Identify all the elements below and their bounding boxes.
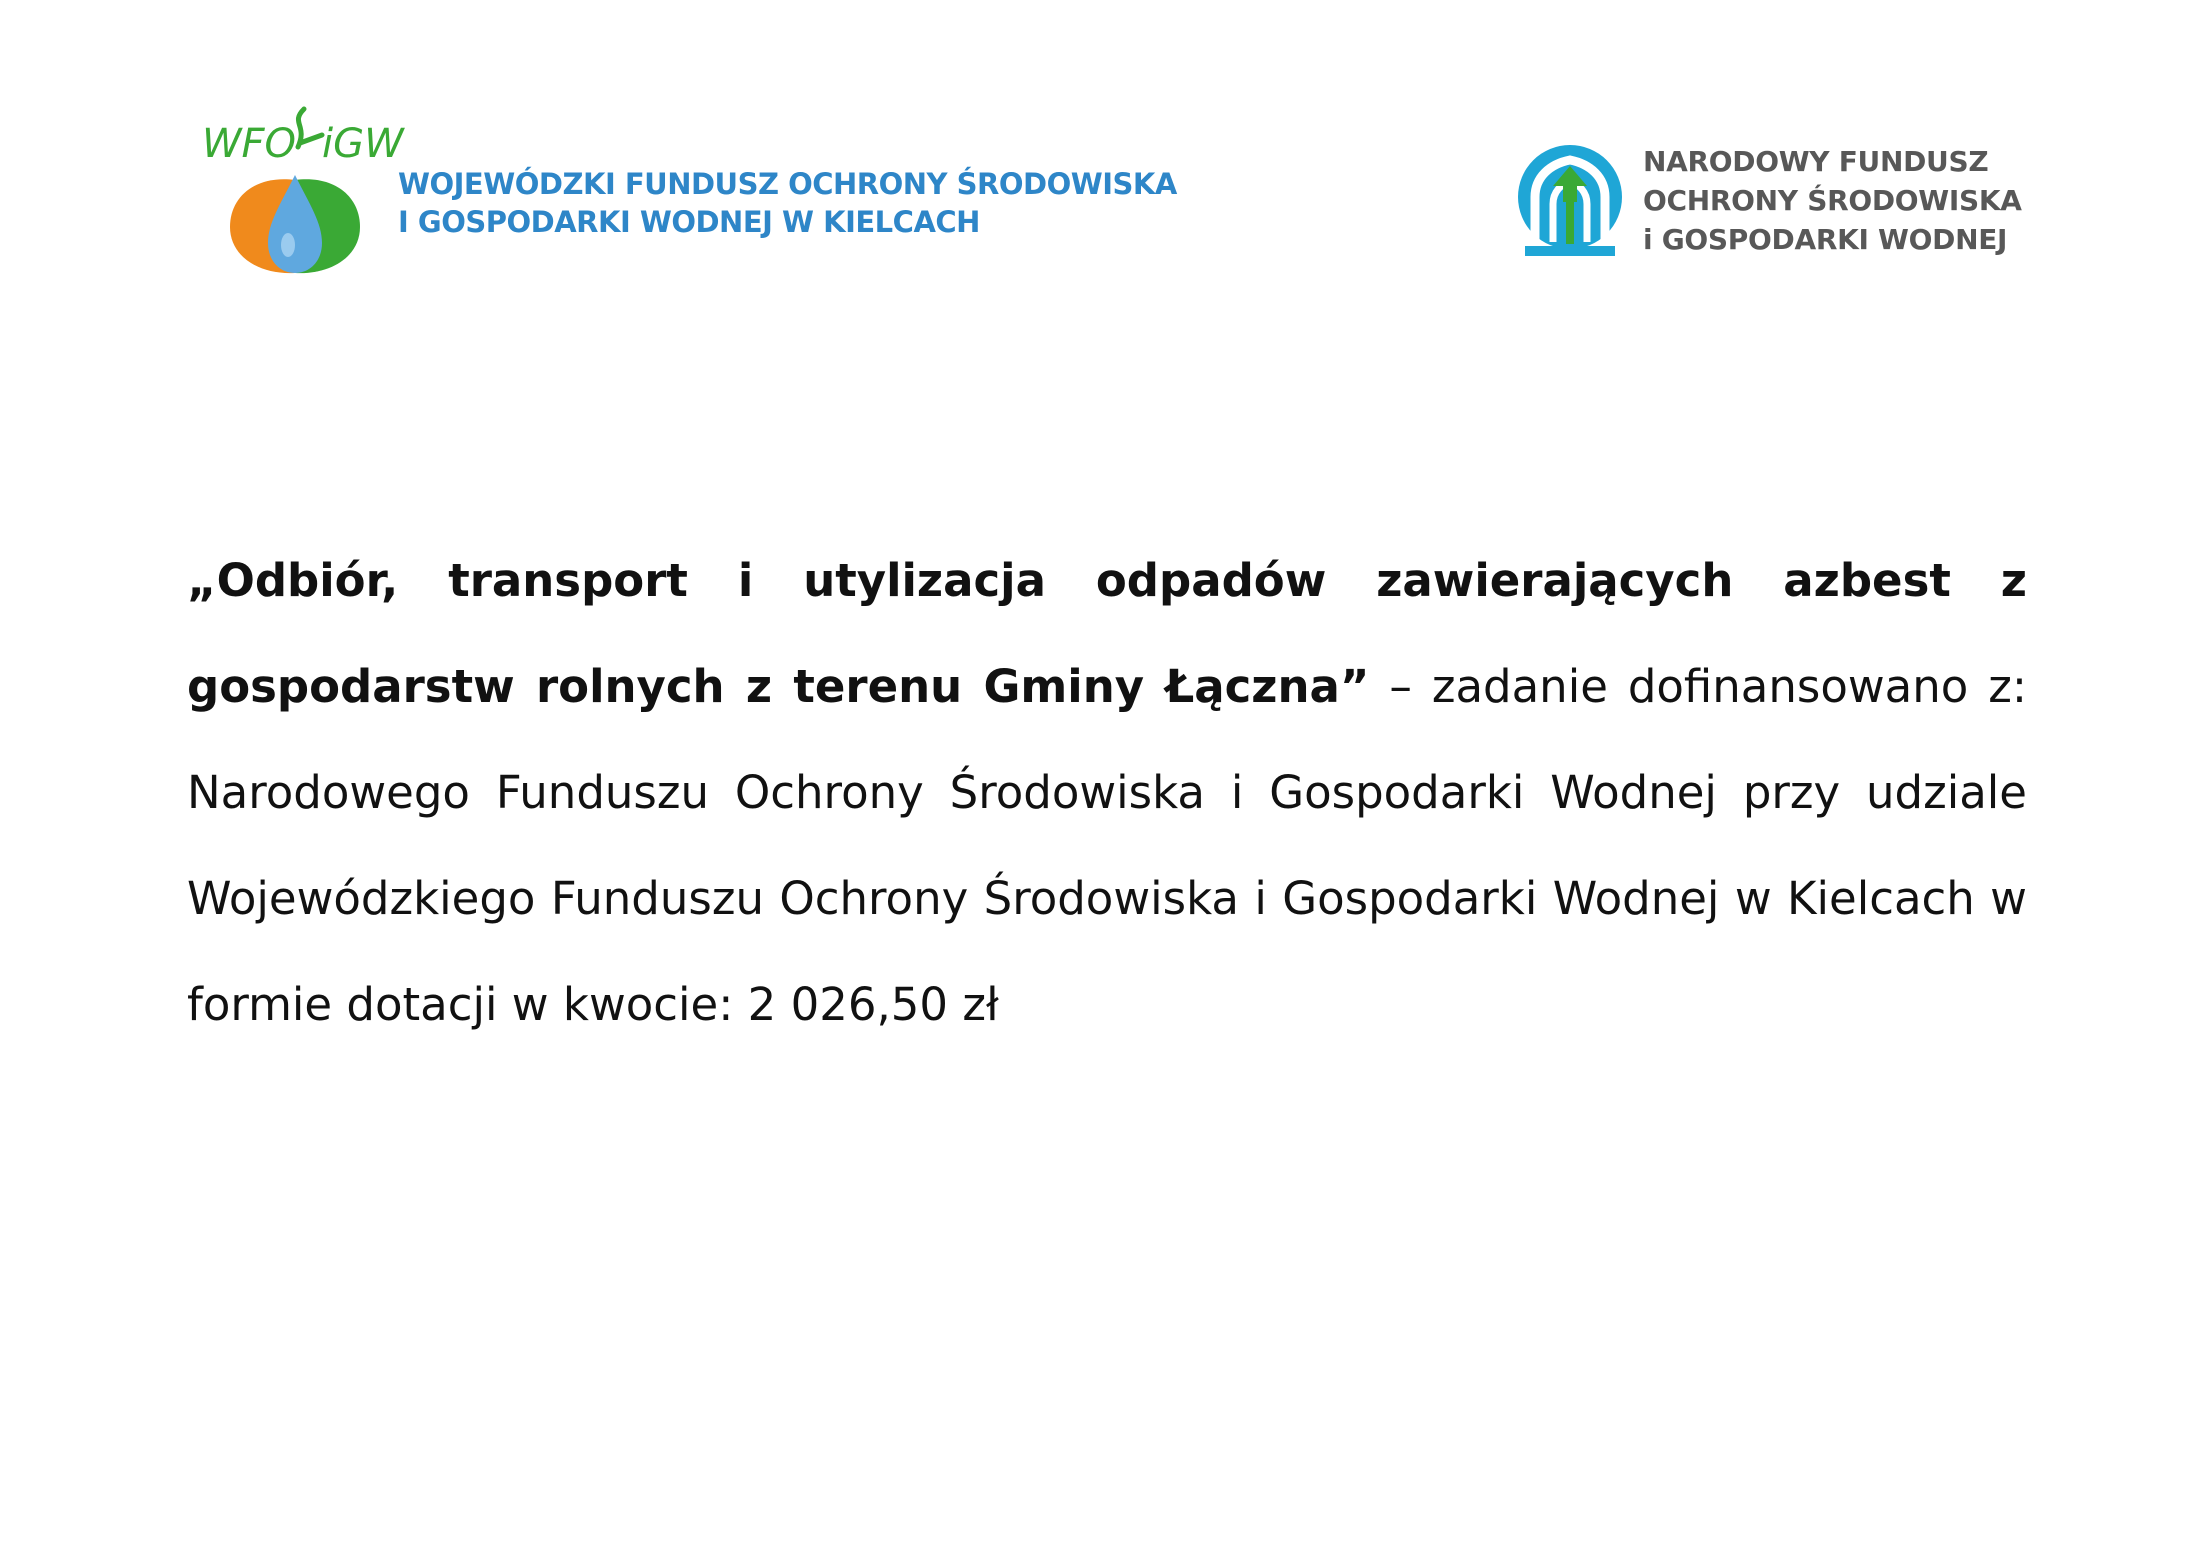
funding-notice [187, 528, 2027, 1058]
wfosigw-name [398, 165, 1177, 241]
wfosigw-name-line-2: I GOSPODARKI WODNEJ W KIELCACH [398, 205, 980, 239]
wfosigw-emblem-icon [200, 105, 404, 285]
funding-description: – zadanie dofinansowano z: Narodowego Funduszu Ochrony Środowiska i Gospodarki Wodnej przy udziale Wojewódzkiego Funduszu Ochrony Środowiska i Gospodarki Wodnej w Kielcach w formie dotacji w kwocie: 2 026,50 zł [187, 660, 2027, 1031]
nfosigw-name-line-3: i GOSPODARKI WODNEJ [1643, 223, 2008, 256]
svg-text:WFO: WFO [202, 121, 297, 167]
svg-text:iGW: iGW [322, 121, 404, 167]
nfosigw-emblem-icon [1515, 142, 1625, 262]
wfosigw-logo [200, 105, 1177, 285]
nfosigw-name-line-2: OCHRONY ŚRODOWISKA [1643, 184, 2022, 217]
nfosigw-name-line-1: NARODOWY FUNDUSZ [1643, 145, 1989, 178]
nfosigw-logo [1515, 140, 2035, 270]
project-title: „Odbiór, transport i utylizacja odpadów zawierających azbest z gospodarstw rolnych z terenu Gminy Łączna” [187, 554, 2027, 713]
wfosigw-name-line-1: WOJEWÓDZKI FUNDUSZ OCHRONY ŚRODOWISKA [398, 167, 1177, 201]
nfosigw-name [1643, 142, 2022, 259]
